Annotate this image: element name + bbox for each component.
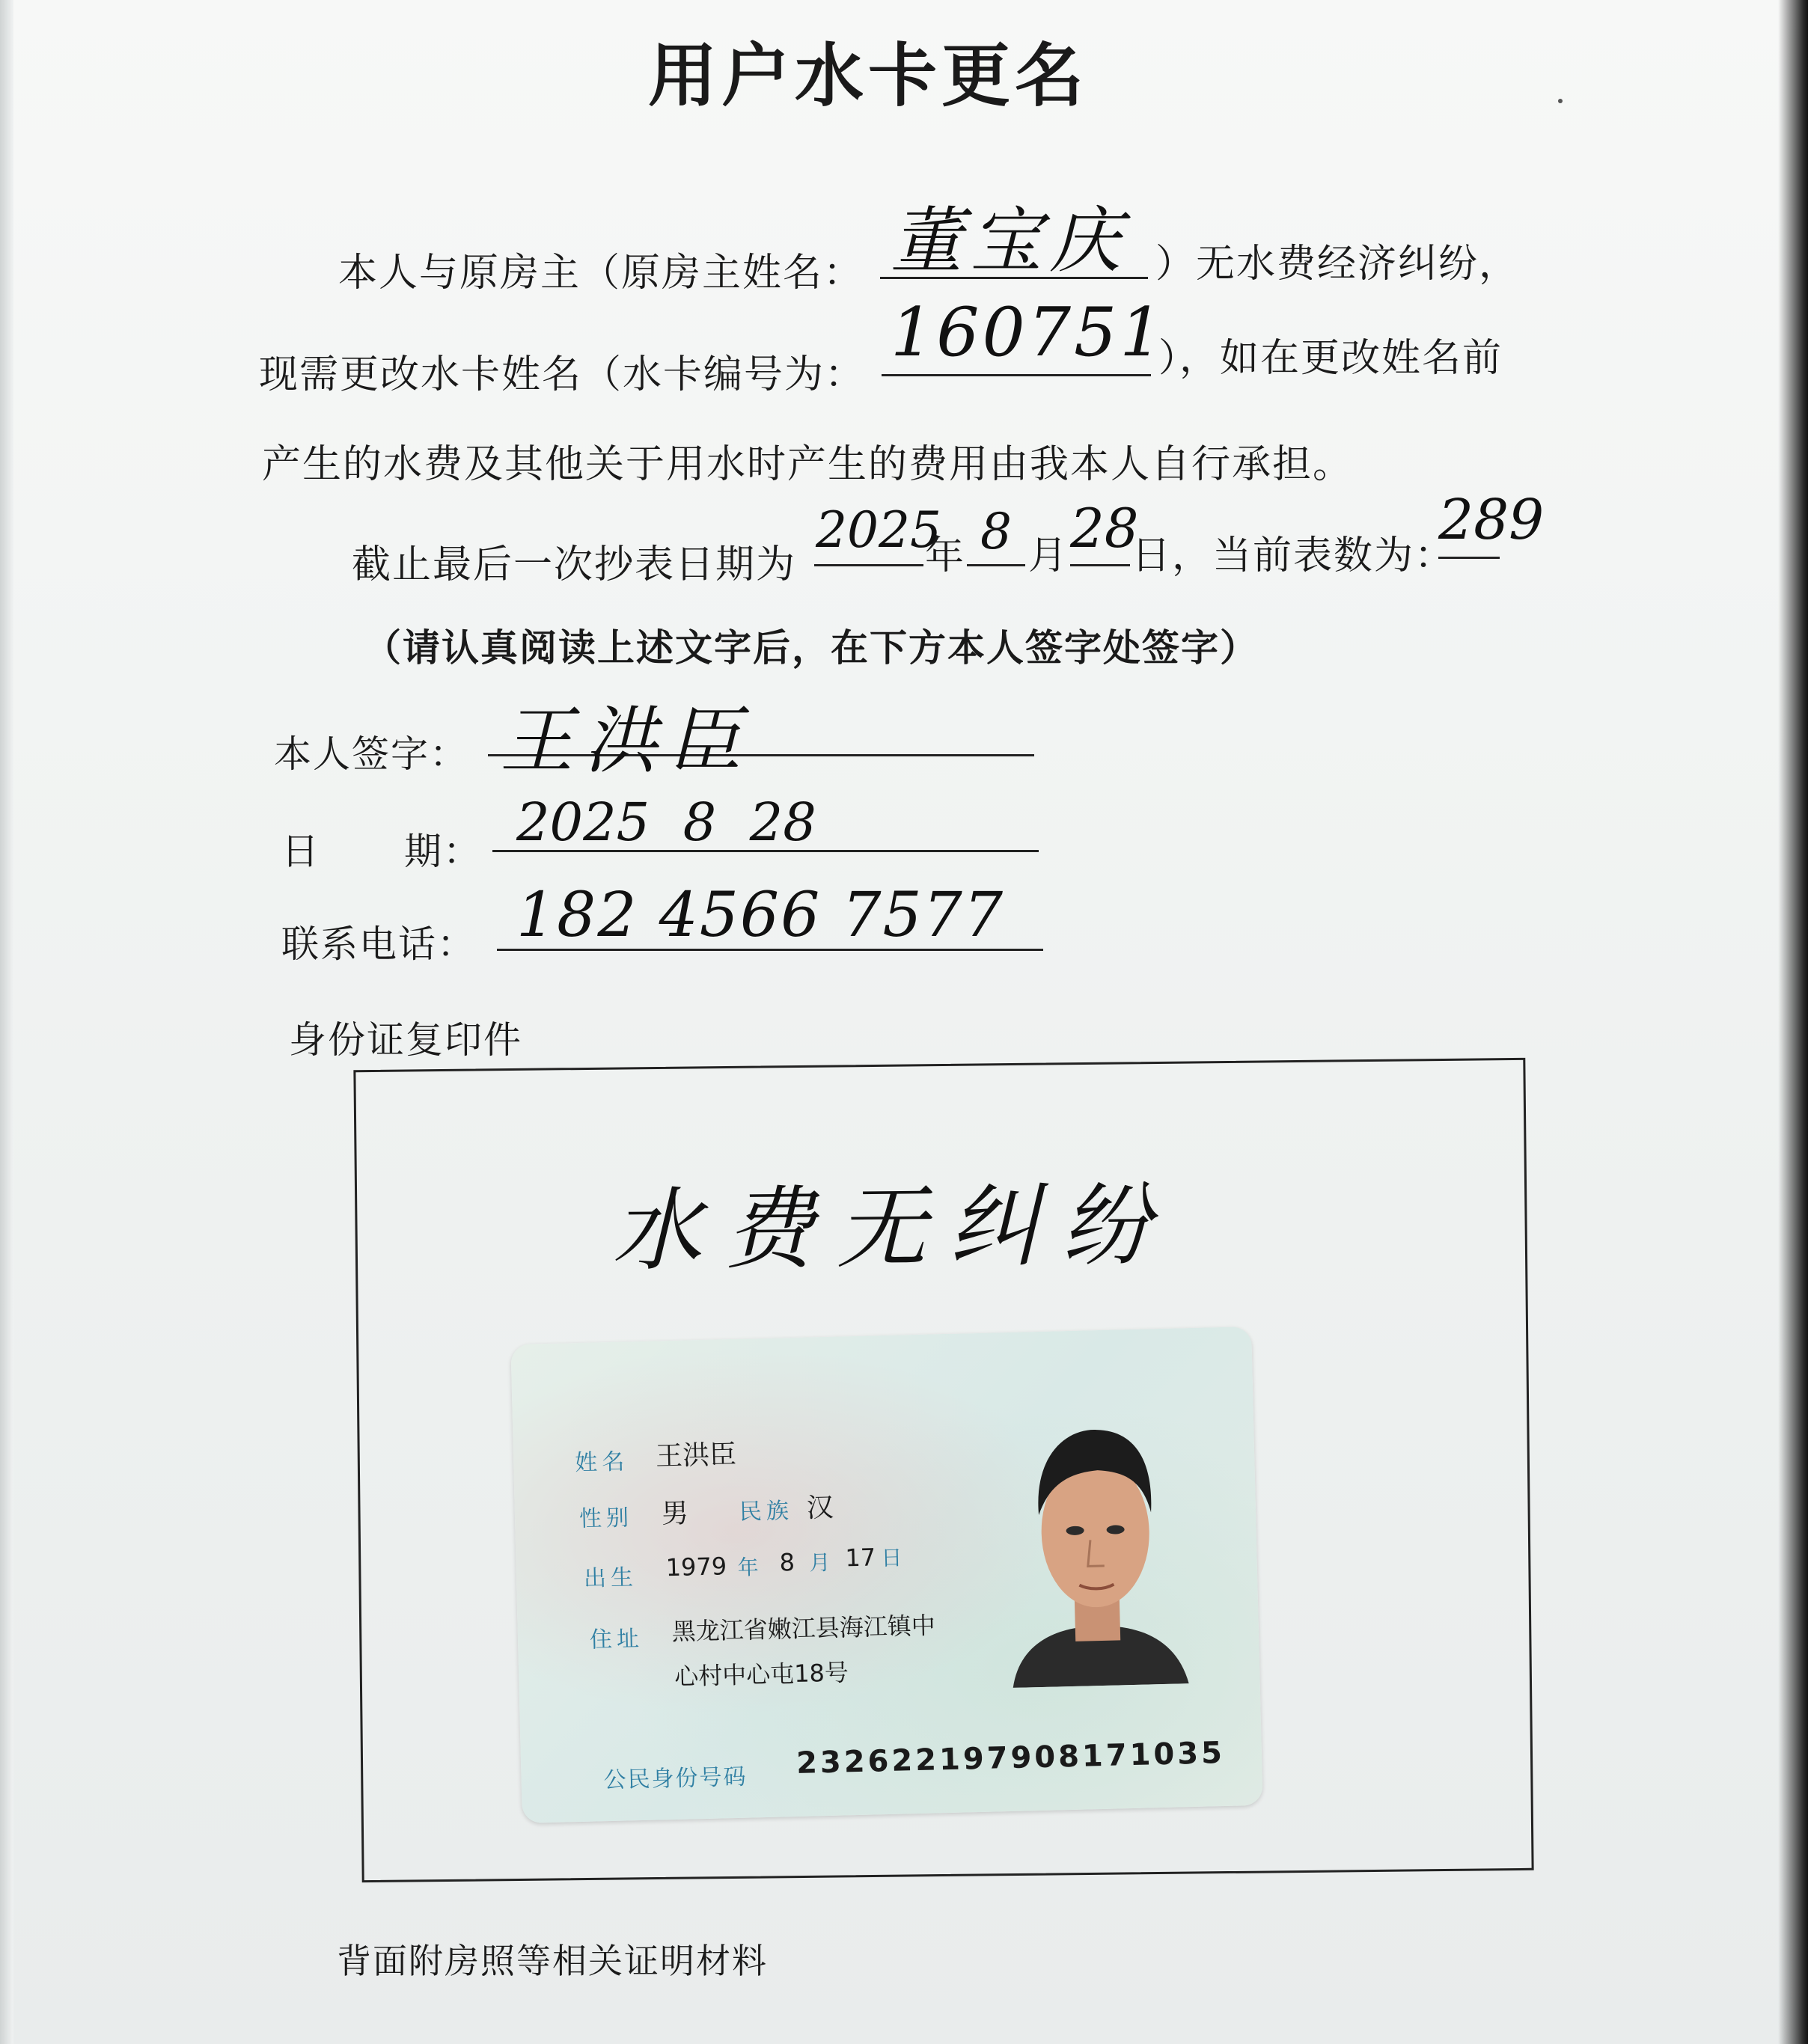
para2-suffix: ），如在更改姓名前 bbox=[1158, 336, 1503, 381]
para1-suffix: ）无水费经济纠纷， bbox=[1155, 242, 1520, 287]
id-name: 王洪臣 bbox=[655, 1439, 737, 1472]
footer-note: 背面附房照等相关证明材料 bbox=[337, 1941, 768, 1981]
year-handwriting: 2025 bbox=[816, 501, 941, 559]
month-label: 月 bbox=[1028, 533, 1069, 578]
year-label: 年 bbox=[925, 533, 966, 578]
card-number-handwriting: 160751 bbox=[891, 293, 1166, 372]
paper-edge bbox=[1778, 0, 1808, 2044]
date-handwriting: 2025 8 28 bbox=[516, 792, 816, 853]
id-address-line1: 黑龙江省嫩江县海江镇中 bbox=[671, 1611, 936, 1647]
no-dispute-handwriting: 水费无纠纷 bbox=[611, 1173, 1174, 1284]
para1-prefix: 本人与原房主（原房主姓名： bbox=[338, 251, 864, 296]
phone-handwriting: 182 4566 7577 bbox=[516, 880, 1005, 951]
date-label-part2: 期： bbox=[404, 830, 482, 873]
id-ethnic: 汉 bbox=[806, 1492, 834, 1524]
id-address-line2: 心村中心屯18号 bbox=[674, 1658, 849, 1691]
id-number-label: 公民身份号码 bbox=[603, 1763, 748, 1794]
id-birth-day-label: 日 bbox=[881, 1545, 907, 1571]
para2-prefix: 现需更改水卡姓名（水卡编号为： bbox=[259, 352, 866, 397]
phone-label: 联系电话： bbox=[281, 922, 476, 966]
id-address-label: 住址 bbox=[589, 1625, 644, 1653]
id-birth-month: 8 bbox=[779, 1548, 795, 1577]
id-ethnic-label: 民族 bbox=[739, 1498, 794, 1526]
id-copy-label: 身份证复印件 bbox=[289, 1018, 522, 1062]
id-card bbox=[510, 1327, 1262, 1823]
id-number: 232622197908171035 bbox=[795, 1736, 1226, 1781]
owner-name-handwriting: 董宝庆 bbox=[891, 199, 1129, 283]
signature-handwriting: 王洪臣 bbox=[500, 699, 752, 784]
para3: 产生的水费及其他关于用水时产生的费用由我本人自行承担。 bbox=[262, 442, 1354, 487]
id-birth-label: 出生 bbox=[583, 1564, 638, 1592]
meter-handwriting: 289 bbox=[1438, 488, 1545, 552]
paper-shadow bbox=[0, 0, 13, 2044]
id-birth-day: 17 bbox=[844, 1543, 876, 1573]
date-label-part1: 日 bbox=[281, 830, 320, 873]
id-portrait-photo bbox=[991, 1399, 1200, 1688]
day-label: 日，当前表数为： bbox=[1131, 533, 1456, 578]
day-handwriting: 28 bbox=[1070, 497, 1139, 560]
id-sex-label: 性别 bbox=[578, 1505, 634, 1533]
para4-prefix: 截止最后一次抄表日期为 bbox=[352, 542, 797, 587]
id-name-label: 姓名 bbox=[574, 1448, 629, 1477]
signature-label: 本人签字： bbox=[274, 732, 468, 776]
id-birth-year-label: 年 bbox=[737, 1555, 764, 1580]
month-handwriting: 8 bbox=[980, 503, 1012, 560]
reading-note: （请认真阅读上述文字后，在下方本人签字处签字） bbox=[364, 626, 1259, 670]
id-birth-year: 1979 bbox=[665, 1552, 727, 1582]
document-title: 用户水卡更名 bbox=[647, 36, 1088, 116]
id-birth-month-label: 月 bbox=[809, 1549, 835, 1576]
id-sex: 男 bbox=[661, 1498, 689, 1530]
